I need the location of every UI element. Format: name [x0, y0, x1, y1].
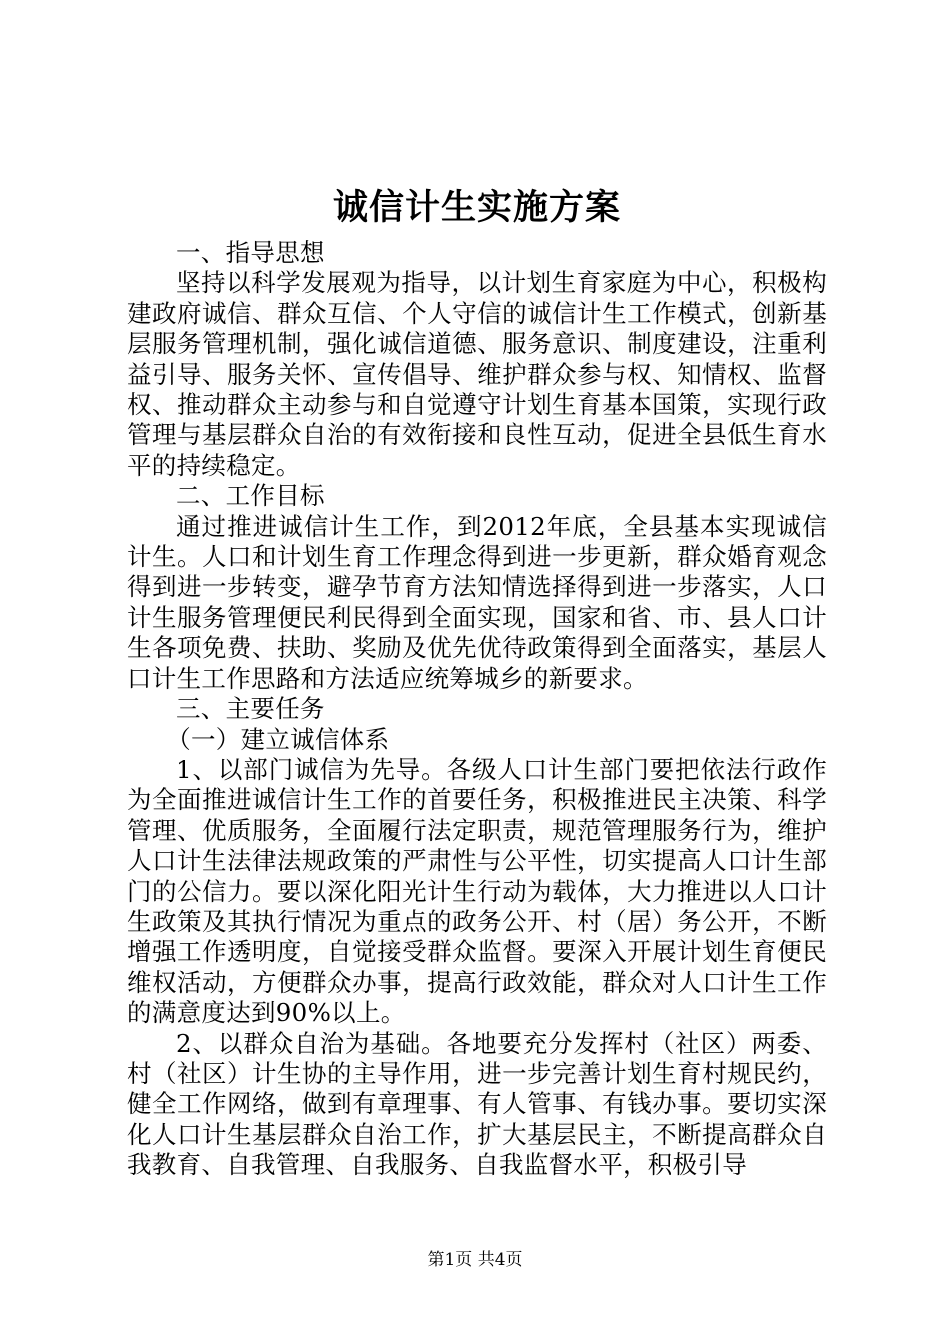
section-heading-main-tasks: 三、主要任务 — [176, 694, 325, 724]
subsection-heading-integrity-system: （一）建立诚信体系 — [166, 724, 390, 754]
paragraph-mass-autonomy: 2、以群众自治为基础。各地要充分发挥村（社区）两委、村（社区）计生协的主导作用，进一步完善计划生育村规民约，健全工作网络，做到有章理事、有人管事、有钱办事。要切实深化人口计生基层群众自治工作，扩大基层民主，不断提高群众自我教育、自我管理、自我服务、自我监督水平，积极引导 — [127, 1028, 827, 1180]
page-number-footer: 第1页 共4页 — [427, 1250, 523, 1270]
paragraph-work-goals: 通过推进诚信计生工作，到2012年底，全县基本实现诚信计生。人口和计划生育工作理念得到进一步更新，群众婚育观念得到进一步转变，避孕节育方法知情选择得到进一步落实，人口计生服务管理便民利民得到全面实现，国家和省、市、县人口计生各项免费、扶助、奖励及优先优待政策得到全面落实，基层人口计生工作思路和方法适应统筹城乡的新要求。 — [127, 511, 827, 693]
section-heading-guiding-thought: 一、指导思想 — [176, 238, 325, 267]
paragraph-department-integrity: 1、以部门诚信为先导。各级人口计生部门要把依法行政作为全面推进诚信计生工作的首要任务，积极推进民主决策、科学管理、优质服务，全面履行法定职责，规范管理服务行为，维护人口计生法律法规政策的严肃性与公平性，切实提高人口计生部门的公信力。要以深化阳光计生行动为载体，大力推进以人口计生政策及其执行情况为重点的政务公开、村（居）务公开，不断增强工作透明度，自觉接受群众监督。要深入开展计划生育便民维权活动，方便群众办事，提高行政效能，群众对人口计生工作的满意度达到90%以上。 — [127, 754, 827, 1028]
document-title: 诚信计生实施方案 — [332, 187, 621, 228]
section-heading-work-goals: 二、工作目标 — [176, 481, 325, 511]
document-body — [127, 178, 827, 1181]
paragraph-guiding-thought: 坚持以科学发展观为指导，以计划生育家庭为中心，积极构建政府诚信、群众互信、个人守信的诚信计生工作模式，创新基层服务管理机制，强化诚信道德、服务意识、制度建设，注重利益引导、服务关怀、宣传倡导、维护群众参与权、知情权、监督权、推动群众主动参与和自觉遵守计划生育基本国策，实现行政管理与基层群众自治的有效衔接和良性互动，促进全县低生育水平的持续稳定。 — [127, 268, 827, 480]
